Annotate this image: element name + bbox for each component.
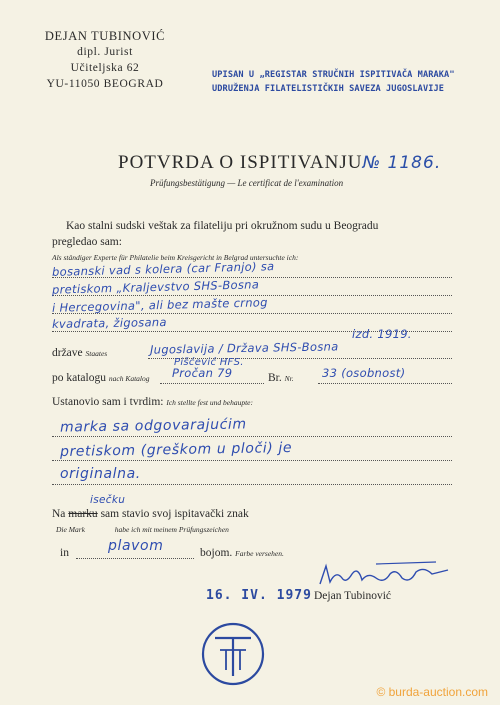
hand-desc-3: i Hercegovina", ali bez mašte crnog <box>51 295 268 315</box>
letterhead <box>40 28 170 92</box>
label-ustanovio <box>52 396 253 408</box>
examiner-mark-icon <box>198 620 268 688</box>
certificate-title <box>118 152 441 174</box>
label-bojom: bojom. <box>200 547 233 559</box>
label-ustanovio-text: Ustanovio sam i tvrdim: <box>52 396 164 408</box>
letterhead-city: YU-11050 BEOGRAD <box>46 78 164 90</box>
intro-line-2: pregledao sam: <box>52 236 122 248</box>
hand-result-1: marka sa odgovarajućim <box>59 416 247 436</box>
signature-scribble <box>316 560 456 590</box>
label-die-mark: Die Mark <box>56 525 85 534</box>
dotted-line <box>52 484 452 485</box>
label-nach-katalog: nach Katalog <box>108 374 150 383</box>
hand-desc-2: pretiskom „Kraljevstvo SHS-Bosna <box>51 277 260 297</box>
label-drzave <box>52 347 107 359</box>
hand-desc-1: bosanski vad s kolera (car Franjo) sa <box>51 259 275 279</box>
signature-name: Dejan Tubinović <box>314 590 391 602</box>
letterhead-name: DEJAN TUBINOVIĆ <box>44 29 166 43</box>
hand-color: plavom <box>108 538 164 554</box>
hand-correction: isečku <box>90 494 126 506</box>
label-br <box>268 372 294 384</box>
color-line <box>200 547 284 559</box>
label-po-katalogu-text: po katalogu <box>52 372 106 384</box>
registry-stamp <box>212 68 455 96</box>
dotted-line <box>52 436 452 437</box>
label-br-text: Br. <box>268 372 282 384</box>
label-marku: marku <box>68 508 98 520</box>
intro-line-1: Kao stalni sudski veštak za filateliju pri okružnom sudu u Beogradu <box>66 220 379 232</box>
dotted-line <box>52 460 452 461</box>
hand-year: izd. 1919. <box>352 327 412 341</box>
dotted-line <box>76 558 194 559</box>
label-stavio: sam stavio svoj ispitavački znak <box>100 508 249 520</box>
hand-state: Jugoslavija / Država SHS-Bosna <box>149 339 339 357</box>
hand-result-3: originalna. <box>60 466 141 482</box>
hand-catalog: Pročan 79 <box>172 366 233 380</box>
stamp-line-1: UPISAN U „REGISTAR STRUČNIH ISPITIVAČA MARAKA" <box>212 70 455 80</box>
certificate-title-text: POTVRDA O ISPITIVANJU <box>118 152 363 173</box>
label-ich-stellte: Ich stellte fest und behaupte: <box>166 398 254 407</box>
label-farbe: Farbe versehen. <box>235 549 284 558</box>
intro-german: Als ständiger Experte für Philatelie beim Kreisgericht in Belgrad untersuchte ich: <box>52 253 299 262</box>
hand-desc-4: kvadrata, žigosana <box>51 314 167 332</box>
label-na: Na <box>52 508 66 520</box>
date-stamp: 16. IV. 1979 <box>206 588 312 603</box>
hand-result-2: pretiskom (greškom u ploči) je <box>59 439 293 461</box>
certificate-subtitle: Prüfungsbestätigung — Le certificat de l'examination <box>150 178 344 188</box>
letterhead-street: Učiteljska 62 <box>70 62 140 74</box>
label-nr: Nr. <box>284 374 294 383</box>
label-drzave-text: države <box>52 347 83 359</box>
dotted-line <box>318 383 452 384</box>
certificate-number: № 1186. <box>362 153 442 173</box>
label-habe: habe ich mit meinem Prüfungszeichen <box>114 525 229 534</box>
hand-number: 33 (osobnost) <box>322 366 406 380</box>
stamp-line-2: UDRUŽENJA FILATELISTIČKIH SAVEZA JUGOSLAVIJE <box>212 84 445 94</box>
label-in: in <box>60 547 69 559</box>
watermark: © burda-auction.com <box>376 685 488 699</box>
label-staates: Staates <box>85 349 108 358</box>
hand-catalog-note: Pišćević HFS. <box>174 357 244 368</box>
label-po-katalogu <box>52 372 149 384</box>
mark-line-german <box>56 525 229 534</box>
letterhead-title: dipl. Jurist <box>77 46 133 58</box>
dotted-line <box>160 383 264 384</box>
mark-line <box>52 508 249 520</box>
